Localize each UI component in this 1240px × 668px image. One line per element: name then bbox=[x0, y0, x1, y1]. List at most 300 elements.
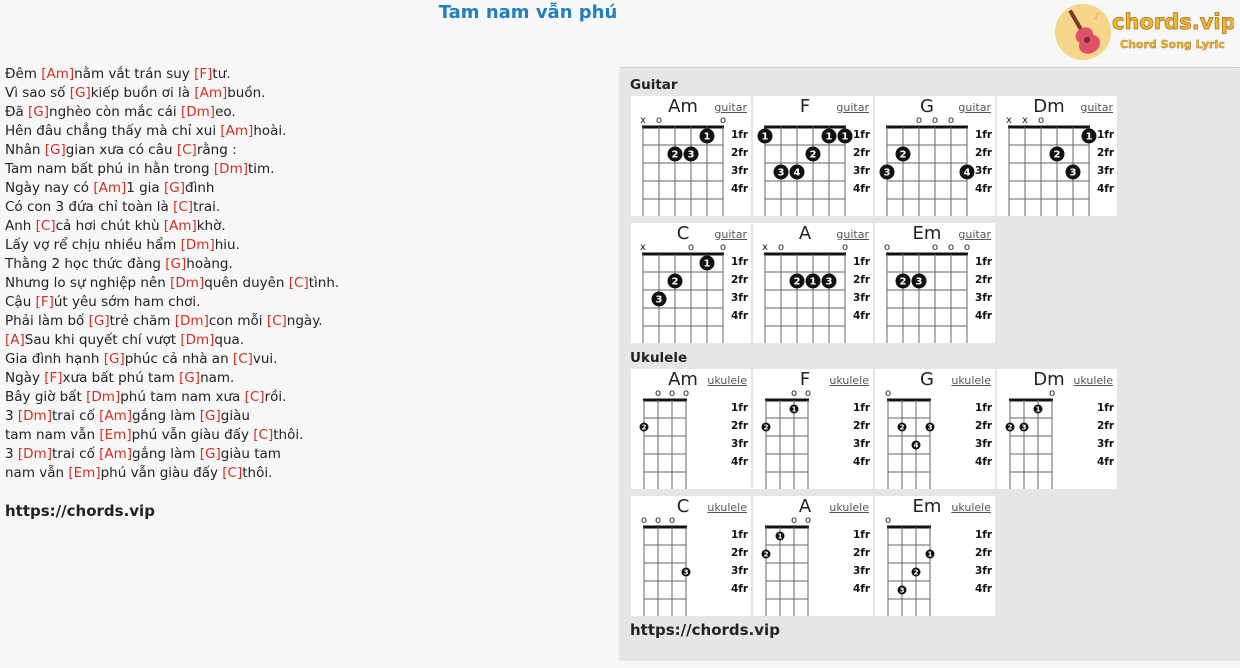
chord-marker[interactable]: [C] bbox=[232, 351, 253, 367]
chord-marker[interactable]: [Dm] bbox=[17, 446, 52, 462]
chord-name: C bbox=[676, 496, 690, 517]
finger-dot bbox=[822, 274, 837, 289]
chord-marker[interactable]: [C] bbox=[253, 427, 274, 443]
chord-marker[interactable]: [G] bbox=[44, 142, 66, 158]
chord-name: F bbox=[799, 96, 811, 117]
lyric-text: phúc cả nhà an bbox=[124, 351, 233, 367]
ukulele-section-label: Ukulele bbox=[630, 350, 688, 366]
fret-label: 1fr bbox=[1097, 129, 1115, 141]
finger-number: 1 bbox=[927, 550, 933, 559]
finger-dot bbox=[762, 423, 771, 432]
chord-marker[interactable]: [G] bbox=[88, 313, 110, 329]
fret-label: 4fr bbox=[1097, 183, 1115, 195]
fret-label: 4fr bbox=[975, 183, 993, 195]
finger-dot bbox=[668, 274, 683, 289]
lyric-line bbox=[5, 198, 605, 217]
chord-name: Am bbox=[668, 369, 698, 390]
finger-number: 2 bbox=[671, 149, 679, 161]
fret-label: 3fr bbox=[731, 165, 749, 177]
finger-number: 1 bbox=[761, 131, 769, 143]
lyric-text: vui. bbox=[252, 351, 278, 367]
finger-number: 1 bbox=[703, 131, 711, 143]
lyric-text: Cậu bbox=[5, 294, 36, 310]
chord-marker[interactable]: [G] bbox=[199, 446, 221, 462]
ukulele-chord-card-dm[interactable] bbox=[997, 369, 1117, 489]
fret-label: 1fr bbox=[731, 256, 749, 268]
finger-dot bbox=[806, 274, 821, 289]
lyric-text: hoàng. bbox=[186, 256, 233, 272]
lyric-line bbox=[5, 350, 605, 369]
fret-label: 2fr bbox=[731, 147, 749, 159]
open-string-mark: o bbox=[668, 388, 676, 399]
lyric-text: qua. bbox=[214, 332, 245, 348]
lyric-text: Bây giờ bất bbox=[5, 389, 87, 405]
instrument-link[interactable]: guitar bbox=[836, 101, 869, 114]
chord-marker[interactable]: [G] bbox=[28, 104, 50, 120]
lyric-text: nam. bbox=[200, 370, 235, 386]
fret-label: 3fr bbox=[975, 292, 993, 304]
finger-number: 3 bbox=[683, 568, 689, 577]
finger-dot bbox=[682, 568, 691, 577]
lyric-text: đình bbox=[185, 180, 215, 196]
chord-name: C bbox=[676, 223, 690, 244]
finger-number: 1 bbox=[703, 258, 711, 270]
finger-number: 3 bbox=[825, 276, 833, 288]
guitar-chord-card-dm[interactable] bbox=[997, 96, 1117, 216]
finger-dot bbox=[652, 292, 667, 307]
guitar-chord-card-a[interactable] bbox=[753, 223, 873, 343]
lyric-text: 3 bbox=[5, 446, 18, 462]
lyric-text: 1 gia bbox=[126, 180, 164, 196]
finger-number: 2 bbox=[899, 423, 905, 432]
lyric-text: rồi. bbox=[264, 389, 287, 405]
chord-marker[interactable]: [Am] bbox=[41, 66, 75, 82]
guitar-chord-card-c[interactable] bbox=[631, 223, 751, 343]
chord-name: G bbox=[920, 96, 934, 117]
chord-marker[interactable]: [G] bbox=[165, 256, 187, 272]
fret-label: 2fr bbox=[853, 547, 871, 559]
chord-marker[interactable]: [Dm] bbox=[180, 104, 216, 120]
instrument-link[interactable]: guitar bbox=[958, 101, 991, 114]
chord-marker[interactable]: [G] bbox=[164, 180, 185, 196]
finger-number: 1 bbox=[809, 276, 817, 288]
open-string-mark: o bbox=[790, 515, 798, 526]
chord-marker[interactable]: [Dm] bbox=[170, 275, 205, 291]
fret-label: 2fr bbox=[975, 547, 993, 559]
open-string-mark: o bbox=[719, 242, 727, 253]
open-string-mark: o bbox=[883, 242, 891, 253]
fret-label: 2fr bbox=[975, 147, 993, 159]
fret-label: 1fr bbox=[975, 402, 993, 414]
fret-label: 2fr bbox=[975, 420, 993, 432]
finger-number: 2 bbox=[899, 276, 907, 288]
finger-dot bbox=[880, 165, 895, 180]
lyric-text: giàu tam bbox=[220, 446, 281, 462]
lyric-text: tư. bbox=[212, 66, 231, 82]
chord-marker[interactable]: [Am] bbox=[163, 218, 197, 234]
finger-number: 2 bbox=[1007, 423, 1013, 432]
finger-dot bbox=[684, 147, 699, 162]
lyric-line bbox=[5, 464, 605, 483]
chord-marker[interactable]: [Am] bbox=[99, 446, 133, 462]
chord-marker[interactable]: [Dm] bbox=[213, 161, 248, 177]
lyric-text: Phải làm bố bbox=[5, 313, 89, 329]
lyric-line bbox=[5, 84, 605, 103]
guitar-chord-card-g[interactable] bbox=[875, 96, 995, 216]
lyric-text: 3 bbox=[5, 408, 18, 424]
song-title: Tam nam vẫn phú bbox=[438, 2, 618, 23]
lyric-line bbox=[5, 160, 605, 179]
fret-label: 4fr bbox=[853, 583, 871, 595]
lyric-line bbox=[5, 274, 605, 293]
finger-dot bbox=[762, 550, 771, 559]
chord-marker[interactable]: [C] bbox=[176, 142, 197, 158]
ukulele-chord-card-em[interactable] bbox=[875, 496, 995, 616]
lyric-line bbox=[5, 293, 605, 312]
lyric-line bbox=[5, 407, 605, 426]
fret-label: 3fr bbox=[853, 292, 871, 304]
fret-label: 2fr bbox=[853, 274, 871, 286]
finger-dot bbox=[1050, 147, 1065, 162]
lyric-text: trai cố bbox=[51, 446, 100, 462]
chord-name: Dm bbox=[1033, 369, 1065, 390]
ukulele-chord-card-a[interactable] bbox=[753, 496, 873, 616]
chord-name: Dm bbox=[1033, 96, 1065, 117]
finger-number: 3 bbox=[655, 294, 663, 306]
finger-dot bbox=[912, 441, 921, 450]
site-link[interactable]: https://chords.vip bbox=[5, 502, 155, 520]
lyric-line bbox=[5, 236, 605, 255]
lyric-text: Gia đình hạnh bbox=[5, 351, 104, 367]
finger-number: 1 bbox=[1035, 405, 1041, 414]
fret-label: 4fr bbox=[975, 456, 993, 468]
finger-number: 1 bbox=[777, 532, 783, 541]
chord-marker[interactable]: [C] bbox=[244, 389, 265, 405]
instrument-link[interactable]: guitar bbox=[836, 228, 869, 241]
chord-marker[interactable]: [Am] bbox=[194, 85, 228, 101]
ukulele-chord-card-c[interactable] bbox=[631, 496, 751, 616]
finger-number: 4 bbox=[793, 167, 801, 179]
open-string-mark: o bbox=[884, 515, 892, 526]
guitar-chord-card-f[interactable] bbox=[753, 96, 873, 216]
open-string-mark: o bbox=[655, 115, 663, 126]
chord-name: Em bbox=[912, 496, 942, 517]
finger-number: 2 bbox=[809, 149, 817, 161]
open-string-mark: o bbox=[654, 515, 662, 526]
chord-marker[interactable]: [F] bbox=[194, 66, 213, 82]
fret-label: 3fr bbox=[731, 438, 749, 450]
muted-string-mark: x bbox=[640, 115, 646, 126]
lyric-text: buồn. bbox=[227, 85, 266, 101]
lyric-text: hoài. bbox=[253, 123, 287, 139]
lyric-text: Sau khi quyết chí vượt bbox=[24, 332, 181, 348]
lyric-line bbox=[5, 312, 605, 331]
finger-dot bbox=[1034, 405, 1043, 414]
instrument-link[interactable]: guitar bbox=[958, 228, 991, 241]
instrument-link[interactable]: ukulele bbox=[1073, 374, 1113, 387]
finger-number: 3 bbox=[883, 167, 891, 179]
finger-number: 3 bbox=[687, 149, 695, 161]
open-string-mark: o bbox=[640, 515, 648, 526]
ukulele-chord-card-f[interactable] bbox=[753, 369, 873, 489]
open-string-mark: o bbox=[963, 242, 971, 253]
chord-name: F bbox=[799, 369, 811, 390]
guitar-chord-card-em[interactable] bbox=[875, 223, 995, 343]
open-string-mark: o bbox=[804, 515, 812, 526]
chord-name: A bbox=[798, 496, 812, 517]
open-string-mark: o bbox=[841, 242, 849, 253]
finger-number: 3 bbox=[777, 167, 785, 179]
fret-label: 4fr bbox=[853, 183, 871, 195]
finger-number: 1 bbox=[791, 405, 797, 414]
finger-number: 2 bbox=[793, 276, 801, 288]
lyric-text: con mỗi bbox=[208, 313, 267, 329]
chord-name: A bbox=[798, 223, 812, 244]
instrument-link[interactable]: guitar bbox=[714, 228, 747, 241]
chord-marker[interactable]: [Am] bbox=[93, 180, 127, 196]
fret-label: 1fr bbox=[975, 129, 993, 141]
fret-label: 3fr bbox=[1097, 165, 1115, 177]
finger-dot bbox=[912, 274, 927, 289]
lyric-text: xưa bất phú tam bbox=[62, 370, 180, 386]
lyric-text: tim. bbox=[248, 161, 275, 177]
open-string-mark: o bbox=[654, 388, 662, 399]
finger-number: 2 bbox=[899, 149, 907, 161]
lyric-text: tình. bbox=[308, 275, 340, 291]
lyric-line bbox=[5, 179, 605, 198]
instrument-link[interactable]: ukulele bbox=[707, 501, 747, 514]
ukulele-chord-card-am[interactable] bbox=[631, 369, 751, 489]
chord-marker[interactable]: [C] bbox=[222, 465, 243, 481]
fret-label: 1fr bbox=[1097, 402, 1115, 414]
lyric-text: eo. bbox=[215, 104, 236, 120]
lyric-text: thôi. bbox=[242, 465, 273, 481]
finger-number: 2 bbox=[913, 568, 919, 577]
fret-label: 2fr bbox=[731, 274, 749, 286]
open-string-mark: o bbox=[687, 242, 695, 253]
muted-string-mark: x bbox=[1006, 115, 1012, 126]
fret-label: 4fr bbox=[975, 310, 993, 322]
chord-name: G bbox=[920, 369, 934, 390]
fret-label: 1fr bbox=[975, 256, 993, 268]
open-string-mark: o bbox=[790, 388, 798, 399]
instrument-link[interactable]: guitar bbox=[1080, 101, 1113, 114]
fret-label: 3fr bbox=[1097, 438, 1115, 450]
chord-marker[interactable]: [F] bbox=[35, 294, 54, 310]
lyric-line bbox=[5, 388, 605, 407]
lyric-text: Ngày bbox=[5, 370, 45, 386]
finger-dot bbox=[838, 129, 853, 144]
lyric-text: trai. bbox=[193, 199, 221, 215]
finger-number: 3 bbox=[1021, 423, 1027, 432]
finger-dot bbox=[926, 423, 935, 432]
fret-label: 3fr bbox=[853, 165, 871, 177]
fret-label: 2fr bbox=[731, 420, 749, 432]
open-string-mark: o bbox=[1048, 388, 1056, 399]
lyric-line bbox=[5, 331, 605, 350]
lyric-text: gắng làm bbox=[132, 408, 200, 424]
fret-label: 3fr bbox=[731, 565, 749, 577]
chord-panel bbox=[620, 67, 1240, 659]
lyric-text: Vì sao số bbox=[5, 85, 70, 101]
fret-label: 4fr bbox=[731, 456, 749, 468]
chord-marker[interactable]: [Dm] bbox=[174, 313, 209, 329]
finger-dot bbox=[1020, 423, 1029, 432]
finger-dot bbox=[790, 274, 805, 289]
site-logo[interactable] bbox=[1054, 3, 1234, 61]
chord-marker[interactable]: [Dm] bbox=[86, 389, 121, 405]
lyric-text: khờ. bbox=[196, 218, 226, 234]
lyric-text: trai cố bbox=[51, 408, 100, 424]
chord-marker[interactable]: [Dm] bbox=[17, 408, 52, 424]
lyric-line bbox=[5, 426, 605, 445]
open-string-mark: o bbox=[931, 242, 939, 253]
finger-number: 1 bbox=[1085, 131, 1093, 143]
chord-name: Am bbox=[668, 96, 698, 117]
muted-string-mark: x bbox=[762, 242, 768, 253]
fret-label: 3fr bbox=[853, 438, 871, 450]
fret-label: 1fr bbox=[853, 402, 871, 414]
svg-text:chords.vip: chords.vip bbox=[1112, 10, 1234, 34]
lyric-text: ngày. bbox=[286, 313, 323, 329]
open-string-mark: o bbox=[804, 388, 812, 399]
chord-marker[interactable]: [Em] bbox=[99, 427, 132, 443]
lyric-text: nam vẫn bbox=[5, 465, 69, 481]
lyric-text: Có con 3 đứa chỉ toàn là bbox=[5, 199, 174, 215]
finger-number: 3 bbox=[1069, 167, 1077, 179]
chord-marker[interactable]: [Am] bbox=[99, 408, 133, 424]
fret-label: 1fr bbox=[731, 402, 749, 414]
finger-dot bbox=[806, 147, 821, 162]
chord-marker[interactable]: [C] bbox=[173, 199, 194, 215]
finger-dot bbox=[1082, 129, 1097, 144]
lyric-text: nghèo còn mắc cái bbox=[49, 104, 181, 120]
finger-dot bbox=[926, 550, 935, 559]
fret-label: 2fr bbox=[1097, 147, 1115, 159]
site-link[interactable]: https://chords.vip bbox=[630, 621, 780, 639]
fret-label: 4fr bbox=[1097, 456, 1115, 468]
instrument-link[interactable]: ukulele bbox=[951, 374, 991, 387]
fret-label: 4fr bbox=[975, 583, 993, 595]
finger-number: 4 bbox=[913, 441, 919, 450]
chord-marker[interactable]: [A] bbox=[5, 332, 25, 348]
lyric-line bbox=[5, 103, 605, 122]
fret-label: 1fr bbox=[731, 529, 749, 541]
open-string-mark: o bbox=[947, 242, 955, 253]
guitar-chord-card-am[interactable] bbox=[631, 96, 751, 216]
muted-string-mark: x bbox=[1022, 115, 1028, 126]
chord-marker[interactable]: [F] bbox=[44, 370, 63, 386]
fret-label: 2fr bbox=[731, 547, 749, 559]
finger-dot bbox=[1066, 165, 1081, 180]
lyric-line bbox=[5, 445, 605, 464]
instrument-link[interactable]: guitar bbox=[714, 101, 747, 114]
open-string-mark: o bbox=[682, 388, 690, 399]
ukulele-chord-card-g[interactable] bbox=[875, 369, 995, 489]
finger-dot bbox=[700, 129, 715, 144]
lyric-text: Tam nam bất phú in hằn trong bbox=[5, 161, 214, 177]
chord-marker[interactable]: [G] bbox=[103, 351, 125, 367]
chord-marker[interactable]: [G] bbox=[179, 370, 201, 386]
fret-label: 1fr bbox=[731, 129, 749, 141]
fret-label: 2fr bbox=[1097, 420, 1115, 432]
lyric-line bbox=[5, 255, 605, 274]
lyric-text: rằng : bbox=[196, 142, 237, 158]
finger-dot bbox=[790, 165, 805, 180]
lyric-line bbox=[5, 122, 605, 141]
chord-marker[interactable]: [C] bbox=[35, 218, 56, 234]
open-string-mark: o bbox=[884, 388, 892, 399]
finger-number: 2 bbox=[1053, 149, 1061, 161]
instrument-link[interactable]: ukulele bbox=[829, 501, 869, 514]
instrument-link[interactable]: ukulele bbox=[829, 374, 869, 387]
lyric-text: Đêm bbox=[5, 66, 42, 82]
fret-label: 2fr bbox=[975, 274, 993, 286]
fret-label: 1fr bbox=[975, 529, 993, 541]
lyric-text: út yêu sớm ham chơi. bbox=[53, 294, 201, 310]
finger-dot bbox=[774, 165, 789, 180]
finger-number: 3 bbox=[899, 586, 905, 595]
finger-dot bbox=[776, 532, 785, 541]
chord-marker[interactable]: [Em] bbox=[68, 465, 101, 481]
chord-marker[interactable]: [C] bbox=[288, 275, 309, 291]
open-string-mark: o bbox=[931, 115, 939, 126]
fret-label: 1fr bbox=[853, 529, 871, 541]
lyric-text: trẻ chăm bbox=[109, 313, 175, 329]
finger-dot bbox=[1006, 423, 1015, 432]
fret-label: 2fr bbox=[853, 147, 871, 159]
chord-marker[interactable]: [Dm] bbox=[180, 332, 215, 348]
fret-label: 3fr bbox=[853, 565, 871, 577]
finger-dot bbox=[896, 147, 911, 162]
fret-label: 2fr bbox=[853, 420, 871, 432]
finger-number: 1 bbox=[825, 131, 833, 143]
lyrics-block bbox=[5, 65, 605, 483]
chord-marker[interactable]: [Dm] bbox=[180, 237, 215, 253]
lyric-text: gian xưa có câu bbox=[65, 142, 177, 158]
lyric-text: nằm vắt trán suy bbox=[74, 66, 195, 82]
guitar-logo-icon bbox=[1054, 3, 1234, 61]
finger-dot bbox=[668, 147, 683, 162]
lyric-text: tam nam vẫn bbox=[5, 427, 100, 443]
finger-dot bbox=[960, 165, 975, 180]
chord-marker[interactable]: [G] bbox=[199, 408, 221, 424]
chord-marker[interactable]: [G] bbox=[69, 85, 91, 101]
chord-marker[interactable]: [Am] bbox=[220, 123, 254, 139]
open-string-mark: o bbox=[947, 115, 955, 126]
lyric-text: phú vẫn giàu đấy bbox=[131, 427, 254, 443]
lyric-text: cả hơi chút khù bbox=[55, 218, 164, 234]
finger-dot bbox=[898, 423, 907, 432]
lyric-text: phú tam nam xưa bbox=[120, 389, 245, 405]
lyric-text: gắng làm bbox=[132, 446, 200, 462]
finger-dot bbox=[640, 423, 649, 432]
lyric-text: giàu bbox=[220, 408, 250, 424]
open-string-mark: o bbox=[668, 515, 676, 526]
lyric-text: Đã bbox=[5, 104, 29, 120]
lyric-text: quên duyên bbox=[204, 275, 289, 291]
finger-number: 2 bbox=[763, 423, 769, 432]
lyric-text: Anh bbox=[5, 218, 36, 234]
fret-label: 1fr bbox=[853, 129, 871, 141]
instrument-link[interactable]: ukulele bbox=[707, 374, 747, 387]
chord-marker[interactable]: [C] bbox=[266, 313, 287, 329]
instrument-link[interactable]: ukulele bbox=[951, 501, 991, 514]
finger-dot bbox=[822, 129, 837, 144]
fret-label: 4fr bbox=[731, 310, 749, 322]
finger-number: 3 bbox=[927, 423, 933, 432]
fret-label: 4fr bbox=[853, 456, 871, 468]
